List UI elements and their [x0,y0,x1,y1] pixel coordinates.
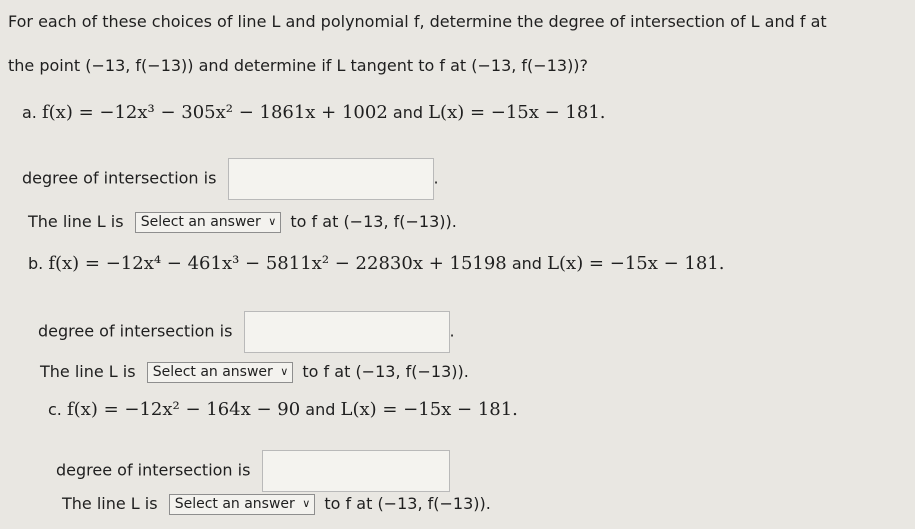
part-c-degree-prompt: degree of intersection is [56,460,251,480]
part-a-equations [22,103,606,123]
part-b-f-expression: f(x) = −12x⁴ − 461x³ − 5811x² − 22830x + 15198 [48,253,507,274]
part-b-l-expression: L(x) = −15x − 181. [547,253,725,274]
part-a-and: and [392,103,423,122]
chevron-down-icon: ∨ [280,365,289,378]
part-b-degree-prompt: degree of intersection is [38,321,233,341]
intro-line-2: the point (−13, f(−13)) and determine if L tangent to f at (−13, f(−13))? [8,56,589,75]
part-b-equations [28,254,724,274]
part-a-degree-input[interactable] [228,158,434,200]
part-c-f-expression: f(x) = −12x² − 164x − 90 [66,399,301,420]
part-a-tangent-suffix: to f at (−13, f(−13)). [290,212,457,231]
part-a-tangent-row [28,212,457,233]
part-b-and: and [511,254,542,273]
part-c-tangent-select[interactable] [169,494,316,515]
intro-line-1: For each of these choices of line L and polynomial f, determine the degree of intersection of L and f at [8,12,827,31]
part-a-degree-prompt: degree of intersection is [22,168,217,188]
part-c-degree-input[interactable] [262,450,450,492]
part-a-select-label: Select an answer [140,214,261,230]
part-c-tangent-suffix: to f at (−13, f(−13)). [324,494,491,513]
part-b-degree-input[interactable] [244,311,450,353]
chevron-down-icon: ∨ [268,215,277,228]
part-c-tangent-prefix: The line L is [62,494,158,513]
part-a-l-expression: L(x) = −15x − 181. [428,102,606,123]
part-c-label: c. [48,400,62,419]
part-b-select-label: Select an answer [152,364,273,380]
part-b-tangent-prefix: The line L is [40,362,136,381]
part-b-tangent-select[interactable] [147,362,294,383]
part-c-equations [48,400,518,420]
part-a-f-expression: f(x) = −12x³ − 305x² − 1861x + 1002 [41,102,388,123]
part-b-tangent-row [40,362,469,383]
part-b-degree-row: degree of intersection is . [38,311,455,353]
part-b-label: b. [28,254,44,273]
part-c-select-label: Select an answer [174,496,295,512]
part-c-degree-row [56,450,450,492]
part-a-label: a. [22,103,37,122]
part-c-and: and [305,400,336,419]
part-c-tangent-row [62,494,491,515]
part-c-l-expression: L(x) = −15x − 181. [340,399,518,420]
part-a-degree-row: degree of intersection is . [22,158,439,200]
chevron-down-icon: ∨ [302,497,311,510]
part-a-tangent-prefix: The line L is [28,212,124,231]
part-b-tangent-suffix: to f at (−13, f(−13)). [302,362,469,381]
part-a-tangent-select[interactable] [135,212,282,233]
